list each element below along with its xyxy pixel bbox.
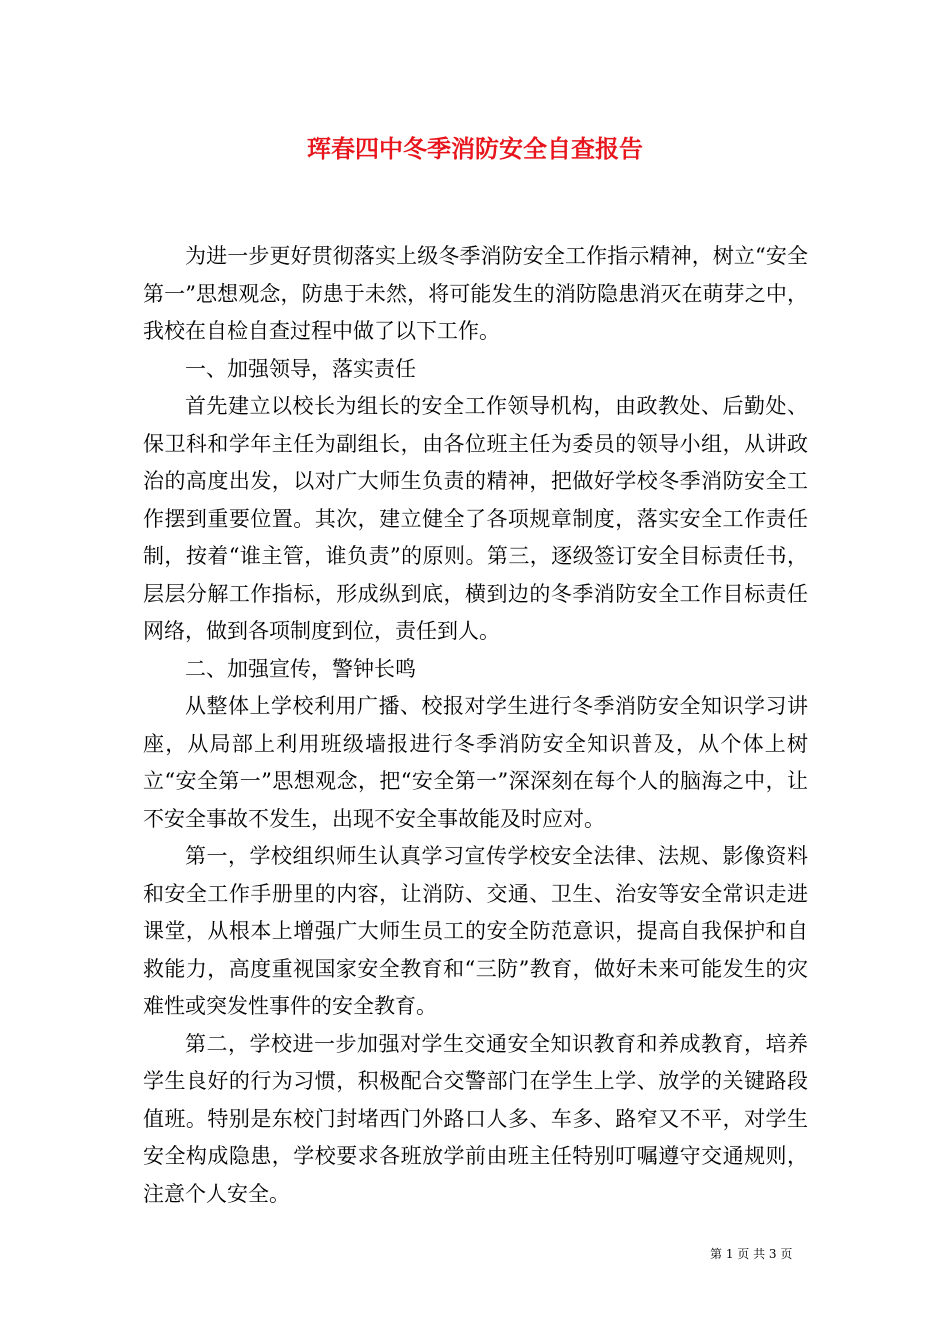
- section-heading-1: 一、加强领导，落实责任: [185, 356, 416, 381]
- paragraph-intro: 为进一步更好贯彻落实上级冬季消防安全工作指示精神，树立“安全第一”思想观念，防患于未然，将可能发生的消防隐患消灭在萌芽之中，我校在自检自查过程中做了以下工作。: [143, 244, 808, 343]
- paragraph-first: 第一，学校组织师生认真学习宣传学校安全法律、法规、影像资料和安全工作手册里的内容，让消防、交通、卫生、治安等安全常识走进课堂，从根本上增强广大师生员工的安全防范意识，提高自我保护和自救能力，高度重视国家安全教育和“三防”教育，做好未来可能发生的灾难性或突发性事件的安全教育。: [143, 844, 808, 1018]
- paragraph-second: 第二，学校进一步加强对学生交通安全知识教育和养成教育，培养学生良好的行为习惯，积极配合交警部门在学生上学、放学的关键路段值班。特别是东校门封堵西门外路口人多、车多、路窄又不平，对学生安全构成隐患，学校要求各班放学前由班主任特别叮嘱遵守交通规则，注意个人安全。: [143, 1031, 808, 1206]
- document-body: [143, 238, 808, 1213]
- section-heading-2: 二、加强宣传，警钟长鸣: [185, 656, 416, 681]
- paragraph-leadership: 首先建立以校长为组长的安全工作领导机构，由政教处、后勤处、保卫科和学年主任为副组长，由各位班主任为委员的领导小组，从讲政治的高度出发，以对广大师生负责的精神，把做好学校冬季消防安全工作摆到重要位置。其次，建立健全了各项规章制度，落实安全工作责任制，按着“谁主管，谁负责”的原则。第三，逐级签订安全目标责任书，层层分解工作指标，形成纵到底，横到边的冬季消防安全工作目标责任网络，做到各项制度到位，责任到人。: [143, 394, 808, 643]
- paragraph-publicity: 从整体上学校利用广播、校报对学生进行冬季消防安全知识学习讲座，从局部上利用班级墙报进行冬季消防安全知识普及，从个体上树立“安全第一”思想观念，把“安全第一”深深刻在每个人的脑海之中，让不安全事故不发生，出现不安全事故能及时应对。: [143, 694, 808, 831]
- document-title: 珲春四中冬季消防安全自查报告: [307, 134, 643, 163]
- page-number-footer: 第 1 页 共 3 页: [710, 1247, 793, 1261]
